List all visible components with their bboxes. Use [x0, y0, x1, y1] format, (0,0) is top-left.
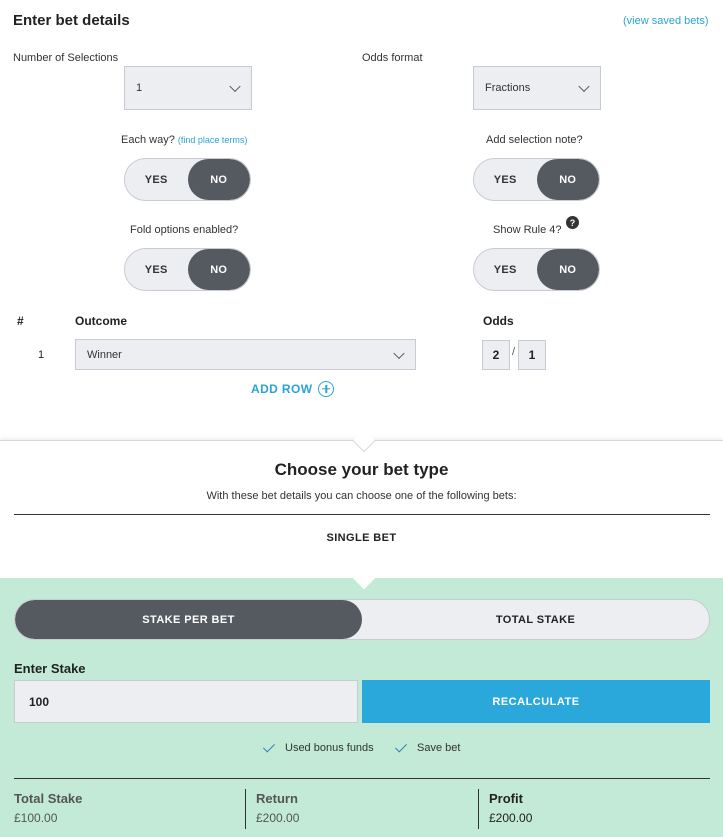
total-stake-value: £100.00	[14, 811, 58, 825]
column-odds-header: Odds	[483, 314, 514, 328]
outcome-value: Winner	[87, 348, 122, 361]
total-stake-label: Total Stake	[14, 791, 83, 806]
page-title: Enter bet details	[13, 12, 130, 29]
profit-label: Profit	[489, 791, 523, 806]
each-way-label-text: Each way?	[121, 134, 175, 146]
fold-options-label: Fold options enabled?	[130, 224, 239, 236]
row-number: 1	[38, 349, 45, 361]
total-stake-option[interactable]: TOTAL STAKE	[495, 613, 576, 626]
selection-note-yes[interactable]: YES	[493, 173, 517, 186]
odds-numerator-input[interactable]: 2	[482, 340, 510, 370]
return-label: Return	[256, 791, 298, 806]
bet-type-subtitle: With these bet details you can choose one of the following bets:	[206, 490, 517, 502]
single-bet-option[interactable]: SINGLE BET	[326, 532, 397, 544]
rule4-label: Show Rule 4?	[493, 224, 562, 236]
fold-options-toggle[interactable]	[124, 248, 251, 291]
profit-value: £200.00	[489, 811, 533, 825]
selection-note-label: Add selection note?	[486, 134, 583, 146]
odds-separator: /	[512, 346, 516, 358]
fold-options-no[interactable]: NO	[188, 249, 251, 290]
each-way-yes[interactable]: YES	[144, 173, 168, 186]
chevron-down-icon	[229, 81, 240, 92]
column-outcome-header: Outcome	[75, 314, 128, 328]
selections-select[interactable]	[124, 66, 252, 110]
rule4-yes[interactable]: YES	[493, 263, 517, 276]
column-number-header: #	[17, 314, 24, 328]
bonus-funds-label: Used bonus funds	[285, 742, 374, 754]
chevron-down-icon	[578, 81, 589, 92]
help-icon[interactable]: ?	[566, 216, 579, 229]
view-saved-bets-link[interactable]: (view saved bets)	[623, 15, 709, 27]
save-bet-label: Save bet	[417, 742, 461, 754]
stake-per-bet-option[interactable]: STAKE PER BET	[15, 600, 362, 639]
checkmark-icon	[262, 741, 276, 755]
checkmark-icon	[394, 741, 408, 755]
odds-denominator-input[interactable]: 1	[518, 340, 546, 370]
odds-format-select[interactable]	[473, 66, 601, 110]
selections-label: Number of Selections	[13, 52, 119, 64]
stake-input[interactable]: 100	[14, 680, 358, 723]
enter-stake-label: Enter Stake	[14, 661, 86, 676]
odds-format-value: Fractions	[485, 82, 531, 94]
bet-type-title: Choose your bet type	[274, 460, 449, 479]
bonus-funds-checkbox[interactable]	[262, 741, 374, 755]
outcome-select[interactable]	[75, 339, 416, 370]
selection-note-no[interactable]: NO	[537, 159, 600, 200]
odds-format-label: Odds format	[362, 52, 423, 64]
divider	[14, 514, 710, 515]
summary-separator	[478, 789, 479, 829]
selection-note-toggle[interactable]	[473, 158, 600, 201]
plus-circle-icon	[318, 381, 334, 397]
bet-type-panel	[0, 440, 723, 578]
each-way-toggle[interactable]	[124, 158, 251, 201]
save-bet-checkbox[interactable]	[394, 741, 460, 755]
each-way-label	[121, 134, 247, 146]
rule4-no[interactable]: NO	[537, 249, 600, 290]
find-place-terms-link[interactable]: (find place terms)	[177, 135, 248, 145]
stake-mode-toggle[interactable]	[14, 599, 710, 640]
selections-value: 1	[136, 82, 143, 94]
add-row-label: ADD ROW	[251, 382, 313, 396]
each-way-no[interactable]: NO	[188, 159, 251, 200]
return-value: £200.00	[256, 811, 300, 825]
fold-options-yes[interactable]: YES	[144, 263, 168, 276]
summary-divider	[14, 778, 710, 779]
summary-separator	[245, 789, 246, 829]
recalculate-button[interactable]: RECALCULATE	[362, 680, 710, 723]
chevron-down-icon	[393, 347, 404, 358]
rule4-toggle[interactable]	[473, 248, 600, 291]
add-row-button[interactable]	[251, 381, 334, 397]
